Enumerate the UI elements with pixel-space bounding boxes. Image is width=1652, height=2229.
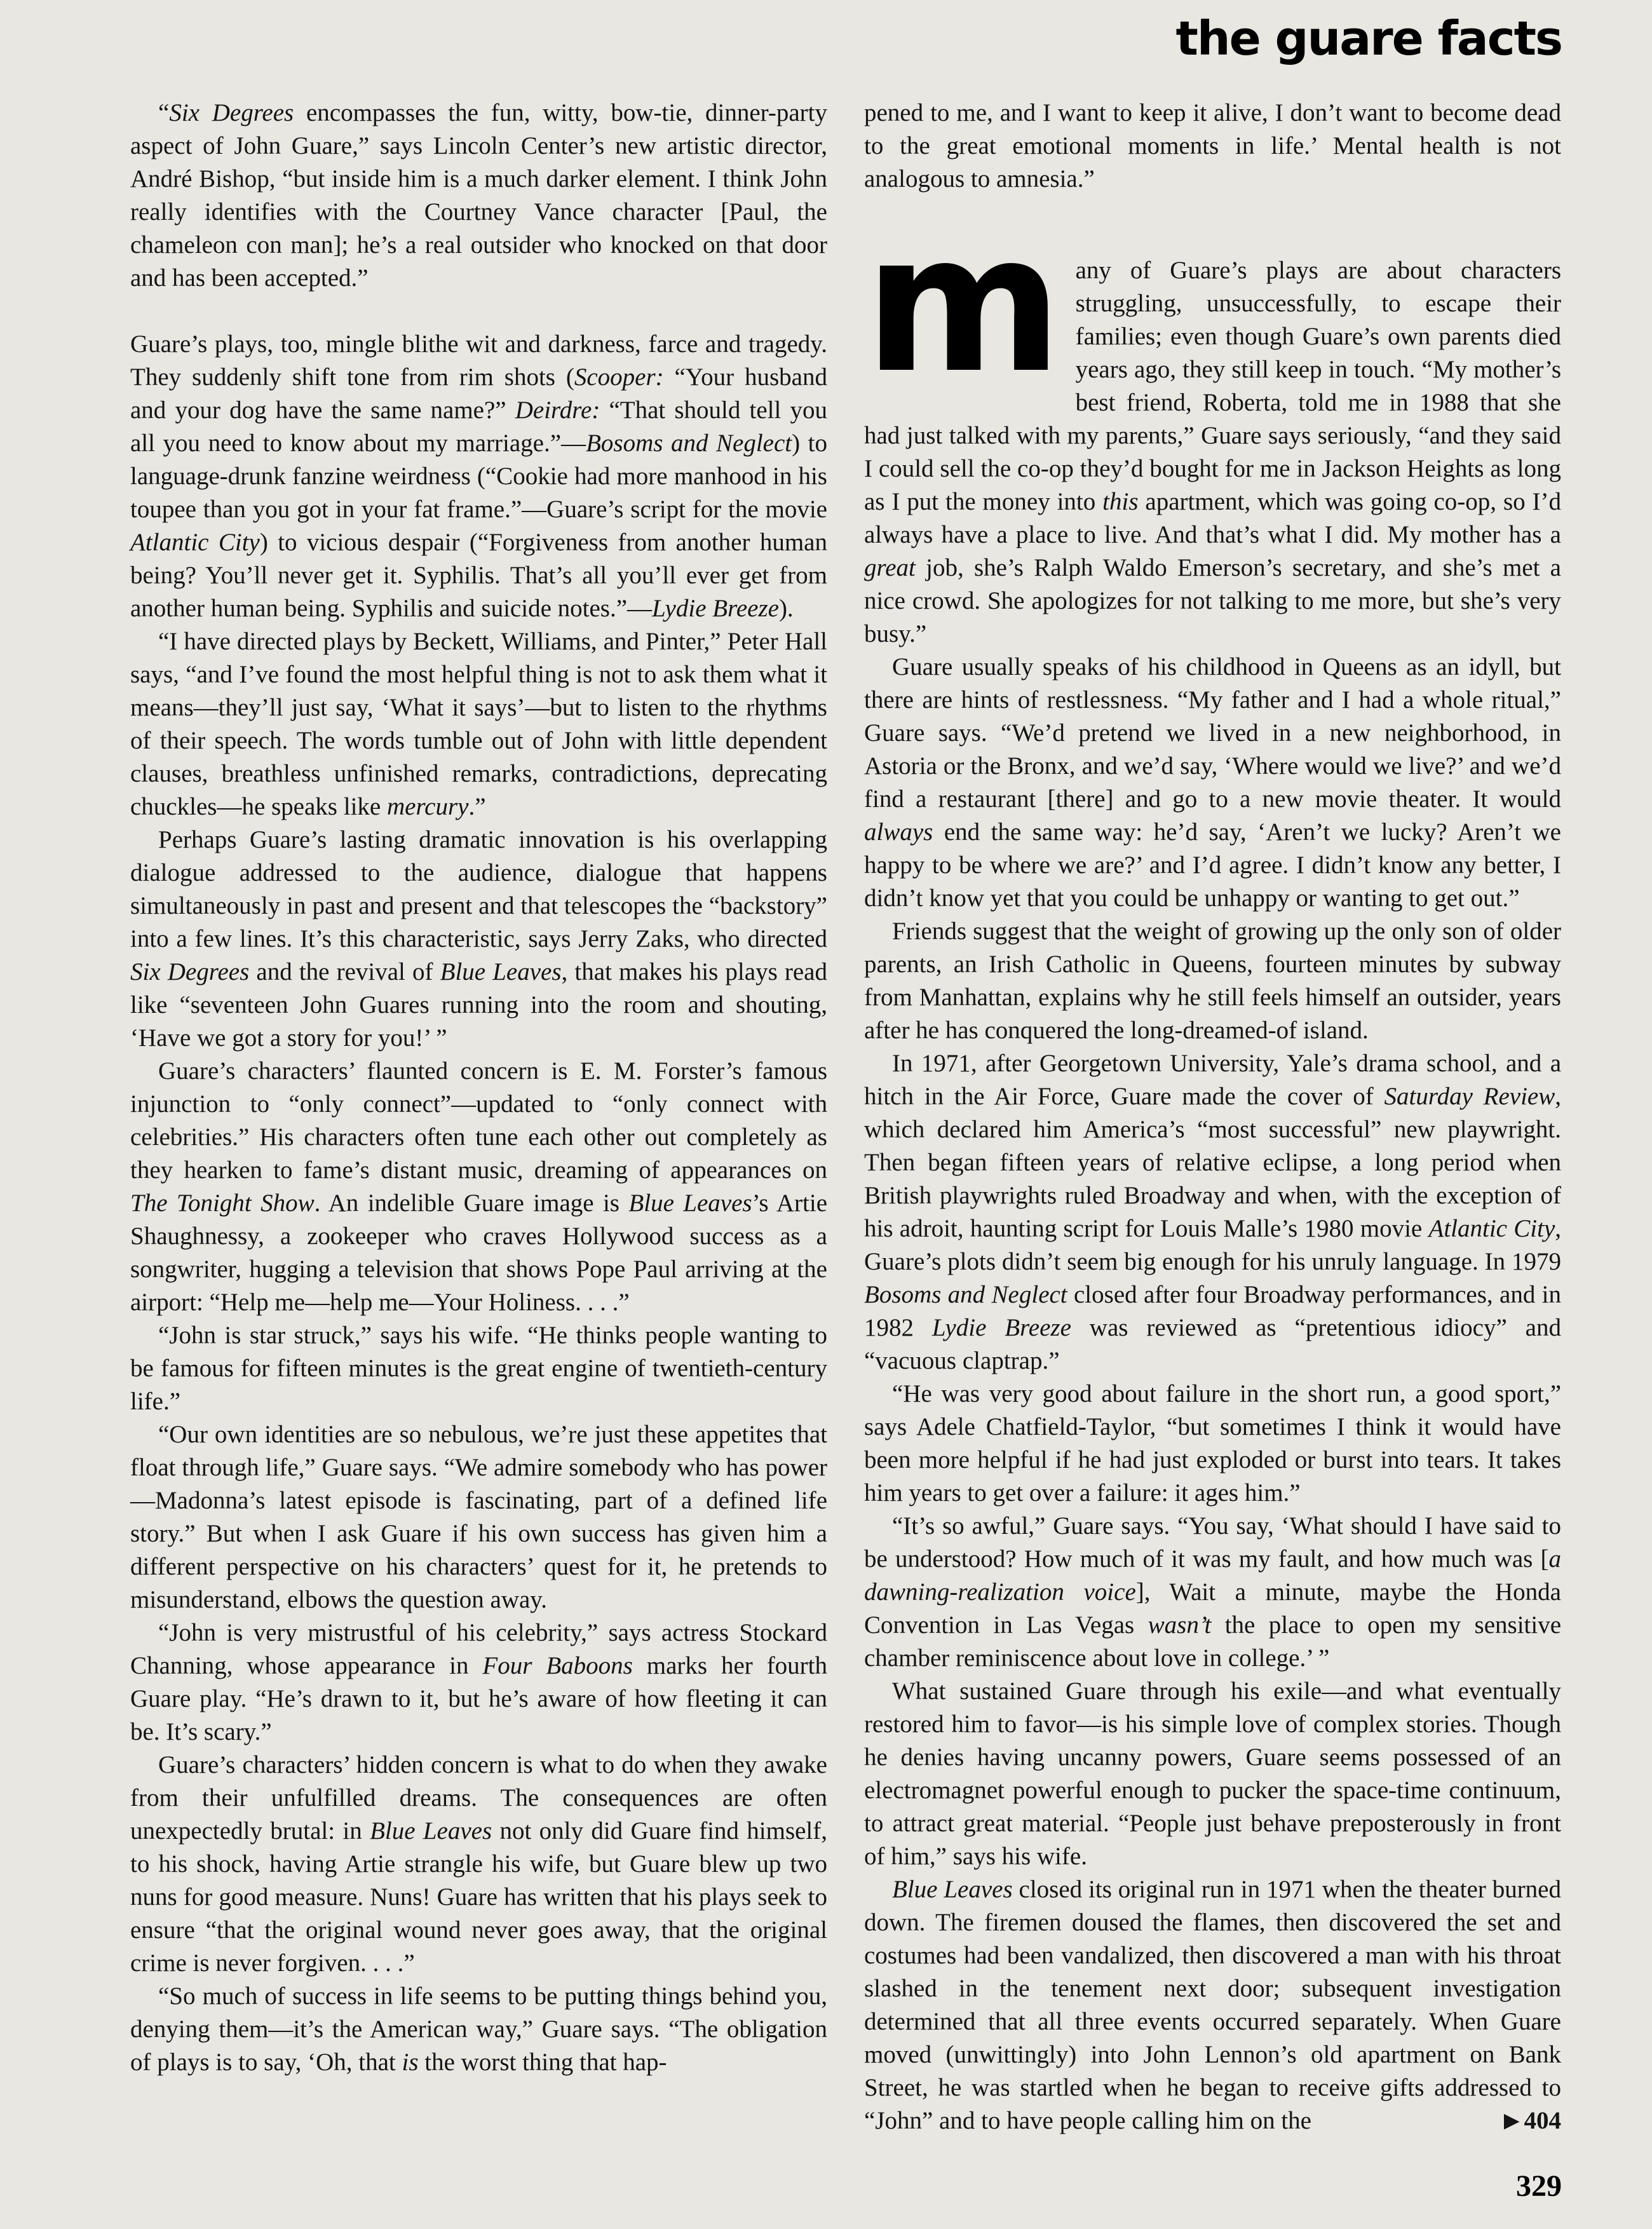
paragraph — [864, 97, 1561, 196]
drop-cap-letter: m — [864, 193, 1058, 415]
paragraph — [864, 915, 1561, 1047]
italic-text: Four Baboons — [482, 1652, 633, 1679]
italic-text: Deirdre: — [515, 396, 600, 424]
right-column — [864, 97, 1561, 2139]
body-text: “John is very mistrustful of his celebrity,” says actress Stockard Channing, whose appearance in — [130, 1619, 827, 1679]
body-text: any of Guare’s plays are about characters struggling, unsuccessfully, to escape their families; even though Guare’s own parents died years ago, they still keep in touch. “My mother’s best friend, Roberta, told me in 1988 that she had just talked with my parents,” Guare says seriously, “and they said I could sell the co-op they’d bought for me in Jackson Heights as long as I put the money into — [864, 257, 1561, 515]
body-text: , which declared him America’s “most successful” new playwright. Then began fifteen years of relative eclipse, a long period when British playwrights ruled Broadway and when, with the exception of his adroit, haunting script for Louis Malle’s 1980 movie — [864, 1083, 1561, 1242]
italic-text: Six Degrees — [130, 958, 250, 986]
body-text: ’s Artie Shaughnessy, a zookeeper who craves Hollywood success as a songwriter, hugging a television that shows Pope Paul arriving at the airport: “Help me—help me—Your Holiness. . . .” — [130, 1189, 827, 1316]
continuation-page-number: 404 — [1524, 2107, 1561, 2134]
body-text: marks her fourth Guare play. “He’s drawn to it, but he’s aware of how fleeting it can be. It’s scary.” — [130, 1652, 828, 1745]
body-text: . An indelible Guare image is — [314, 1189, 629, 1217]
italic-text: Lydie Breeze — [652, 595, 779, 622]
body-text: Guare’s characters’ hidden concern is what to do when they awake from their unfulfilled dreams. The consequences are often unexpectedly brutal: in — [130, 1751, 827, 1845]
body-text: apartment, which was going co-op, so I’d always have a place to live. And that’s what I did. My mother has a — [864, 488, 1561, 548]
paragraph — [130, 1418, 827, 1616]
masthead — [0, 11, 1562, 66]
paragraph — [130, 1055, 827, 1319]
body-text: not only did Guare find himself, to his shock, having Artie strangle his wife, but Guare blew up two nuns for good measure. Nuns! Guare has written that his plays seek to ensure “that the original wound never goes away, that the original crime is never forgiven. . . .” — [130, 1817, 828, 1977]
body-text: “It’s so awful,” Guare says. “You say, ‘What should I have said to be understood? How much of it was my fault, and how much was [ — [864, 1512, 1561, 1573]
paragraph — [130, 1319, 827, 1418]
article-body — [130, 97, 1561, 2139]
body-text: “That should tell you all you need to know about my marriage.”— — [130, 396, 827, 457]
continued-on-page-marker — [1476, 2104, 1561, 2139]
italic-text: Bosoms and Neglect — [864, 1281, 1067, 1308]
paragraph — [130, 1980, 827, 2079]
italic-text: Scooper: — [574, 363, 664, 391]
paragraph — [130, 1749, 827, 1980]
body-text: ], Wait a minute, maybe the Honda Convention in Las Vegas — [864, 1578, 1561, 1639]
italic-text: great — [864, 554, 916, 581]
italic-text: Atlantic City — [1428, 1215, 1555, 1242]
italic-text: mercury — [386, 793, 469, 820]
italic-text: The Tonight Show — [130, 1189, 315, 1217]
body-text: job, she’s Ralph Waldo Emerson’s secretary, and she’s met a nice crowd. She apologizes for not talking to me more, but she’s very busy.” — [864, 554, 1561, 647]
body-text: “Our own identities are so nebulous, we’re just these appetites that float through life,” Guare says. “We admire somebody who has power—Madonna’s latest episode is fascinating, part of a defined life story.” But when I ask Guare if his own success has given him a different perspective on his characters’ quest for it, he pretends to misunderstand, elbows the question away. — [130, 1421, 827, 1613]
body-text: “ — [158, 99, 170, 126]
left-column — [130, 97, 827, 2139]
page-title: the guare facts — [1175, 11, 1562, 66]
paragraph — [864, 1047, 1561, 1378]
italic-text: Blue Leaves — [628, 1189, 752, 1217]
italic-text: is — [402, 2049, 419, 2076]
paragraph — [130, 328, 827, 625]
italic-text: this — [1102, 488, 1139, 515]
italic-text: Blue Leaves — [440, 958, 562, 986]
body-text: “John is star struck,” says his wife. “He thinks people wanting to be famous for fifteen minutes is the great engine of twentieth-century life.” — [130, 1322, 827, 1415]
body-text: ) to vicious despair (“Forgiveness from another human being? You’ll never get it. Syphilis. That’s all you’ll ever get from another human being. Syphilis and suicide notes.”— — [130, 529, 827, 622]
paragraph — [130, 625, 827, 823]
paragraph — [130, 97, 827, 295]
body-text: “He was very good about failure in the short run, a good sport,” says Adele Chatfield-Taylor, “but sometimes I think it would have been more helpful if he had just exploded or burst into tears. It takes him years to get over a failure: it ages him.” — [864, 1380, 1561, 1507]
body-text: was reviewed as “pretentious idiocy” and “vacuous claptrap.” — [864, 1314, 1561, 1374]
body-text: pened to me, and I want to keep it alive, I don’t want to become dead to the great emotional moments in life.’ Mental health is not analogous to amnesia.” — [864, 99, 1561, 193]
body-text: In 1971, after Georgetown University, Yale’s drama school, and a hitch in the Air Force, Guare made the cover of — [864, 1050, 1561, 1110]
paragraph — [864, 193, 1561, 651]
body-text: closed after four Broadway performances, and in 1982 — [864, 1281, 1561, 1341]
body-text: Guare’s characters’ flaunted concern is E. M. Forster’s famous injunction to “only connect”—updated to “only connect with celebrities.” His characters often tune each other out completely as they hearken to fame’s distant music, dreaming of appearances on — [130, 1057, 827, 1184]
italic-text: a dawning-realization voice — [864, 1545, 1561, 1606]
paragraph — [130, 1616, 827, 1749]
body-text: , Guare’s plots didn’t seem big enough for his unruly language. In 1979 — [864, 1215, 1561, 1275]
italic-text: Blue Leaves — [892, 1876, 1013, 1903]
body-text: Guare’s plays, too, mingle blithe wit and darkness, farce and tragedy. They suddenly shift tone from rim shots ( — [130, 330, 827, 391]
page-number: 329 — [1516, 2169, 1562, 2203]
paragraph — [864, 1510, 1561, 1675]
body-text: “Your husband and your dog have the same name?” — [130, 363, 827, 424]
body-text: .” — [468, 793, 486, 820]
italic-text: wasn’t — [1148, 1611, 1212, 1639]
body-text: the place to open my sensitive chamber reminiscence about love in college.’ ” — [864, 1611, 1562, 1672]
italic-text: Six Degrees — [169, 99, 294, 126]
italic-text: Blue Leaves — [370, 1817, 492, 1845]
body-text: and the revival of — [249, 958, 440, 986]
paragraph — [864, 651, 1561, 915]
paragraph — [130, 823, 827, 1055]
body-text: Perhaps Guare’s lasting dramatic innovation is his overlapping dialogue addressed to the audience, dialogue that happens simultaneously in past and present and that telescopes the “backstory” into a few lines. It’s this characteristic, says Jerry Zaks, who directed — [130, 826, 827, 952]
paragraph — [864, 1873, 1561, 2138]
body-text: What sustained Guare through his exile—and what eventually restored him to favor—is his simple love of complex stories. Though he denies having uncanny powers, Guare seems possessed of an electromagnet powerful enough to pucker the space-time continuum, to attract great material. “People just behave preposterously in front of him,” says his wife. — [864, 1677, 1561, 1870]
body-text: “I have directed plays by Beckett, Williams, and Pinter,” Peter Hall says, “and I’ve found the most helpful thing is not to ask them what it means—they’ll just say, ‘What it says’—but to listen to the rhythms of their speech. The words tumble out of John with little dependent clauses, breathless unfinished remarks, contradictions, deprecating chuckles—he speaks like — [130, 628, 827, 820]
body-text: ) to language-drunk fanzine weirdness (“Cookie had more manhood in his toupee than you got in your fat frame.”—Guare’s script for the movie — [130, 430, 827, 523]
body-text: encompasses the fun, witty, bow-tie, dinner-party aspect of John Guare,” says Lincoln Center’s new artistic director, André Bishop, “but inside him is a much darker element. I think John really identifies with the Courtney Vance character [Paul, the chameleon con man]; he’s a real outsider who knocked on that door and has been accepted.” — [130, 99, 827, 292]
paragraph — [864, 1675, 1561, 1873]
body-text: ). — [778, 595, 794, 622]
body-text: end the same way: he’d say, ‘Aren’t we lucky? Aren’t we happy to be where we are?’ and I’d agree. I didn’t know any better, I didn’t know yet that you could be unhappy or wanting to get out.” — [864, 818, 1561, 912]
italic-text: Saturday Review — [1384, 1083, 1555, 1110]
body-text: closed its original run in 1971 when the theater burned down. The firemen doused the flames, then discovered the set and costumes had been vandalized, then discovered a man with his throat slashed in the tenement next door; subsequent investigation determined that all three events occurred separately. When Guare moved (unwittingly) into John Lennon’s old apartment on Bank Street, he was startled when he began to receive gifts addressed to “John” and to have people calling him on the — [864, 1876, 1561, 2134]
arrow-right-icon: ▶ — [1504, 2110, 1519, 2131]
body-text: the worst thing that hap- — [418, 2049, 667, 2076]
italic-text: Atlantic City — [130, 529, 260, 556]
italic-text: Bosoms and Neglect — [586, 430, 792, 457]
body-text: “So much of success in life seems to be putting things behind you, denying them—it’s the American way,” Guare says. “The obligation of plays is to say, ‘Oh, that — [130, 1982, 827, 2076]
italic-text: always — [864, 818, 933, 846]
italic-text: Lydie Breeze — [931, 1314, 1071, 1341]
body-text: Friends suggest that the weight of growing up the only son of older parents, an Irish Catholic in Queens, fourteen minutes by subway from Manhattan, explains why he still feels himself an outsider, years after he has conquered the long-dreamed-of island. — [864, 918, 1561, 1044]
paragraph — [864, 1378, 1561, 1510]
body-text: , that makes his plays read like “seventeen John Guares running into the room and shouting, ‘Have we got a story for you!’ ” — [130, 958, 827, 1052]
body-text: Guare usually speaks of his childhood in Queens as an idyll, but there are hints of restlessness. “My father and I had a whole ritual,” Guare says. “We’d pretend we lived in a new neighborhood, in Astoria or the Bronx, and we’d say, ‘Where would we live?’ and we’d find a restaurant [there] and go to a new movie theater. It would — [864, 653, 1561, 813]
